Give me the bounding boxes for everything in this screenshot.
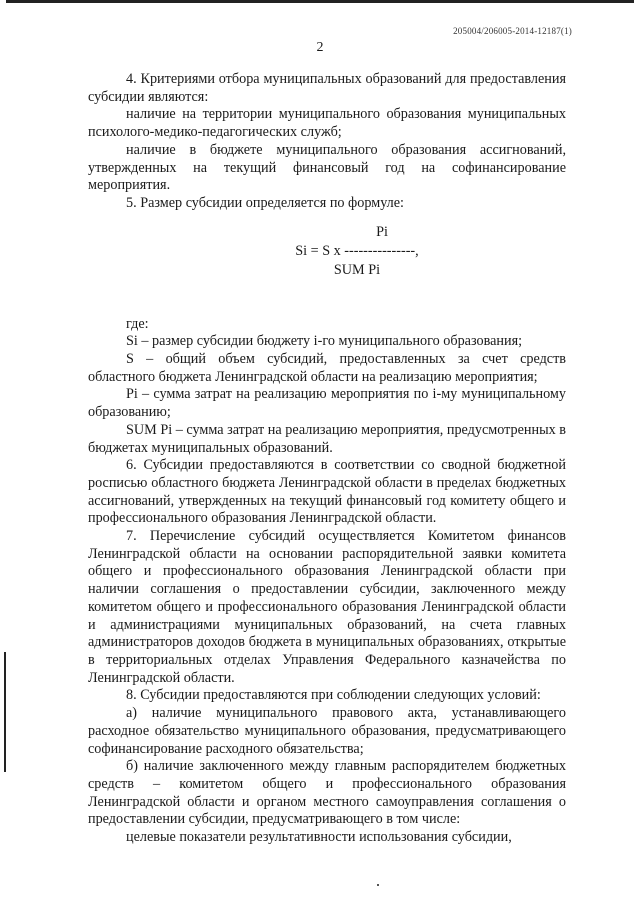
left-margin-mark [4, 652, 6, 772]
definition-si: Si – размер субсидии бюджету i-го муниципального образования; [126, 333, 523, 350]
definition-sum-pi: SUM Pi – сумма затрат на реализацию мероприятия, предусмотренных в бюджетах муниципальных образований. [88, 421, 566, 456]
formula-denominator: SUM Pi [333, 261, 381, 278]
definition-s: S – общий объем субсидий, предоставленных за счет средств областного бюджета Ленинградской области на реализацию мероприятия; [88, 351, 566, 385]
document-body [88, 71, 566, 847]
paragraph-8: 8. Субсидии предоставляются при соблюдении следующих условий: [126, 687, 541, 704]
page-number: 2 [316, 40, 324, 55]
document-id: 205004/206005-2014-12187(1) [453, 26, 572, 36]
where-label: где: [126, 315, 149, 332]
formula-main-line: Si = S x ---------------, [295, 242, 419, 259]
definition-pi: Pi – сумма затрат на реализацию мероприятия по i-му муниципальному образованию; [88, 386, 566, 421]
scan-speck [377, 884, 379, 886]
condition-a: а) наличие муниципального правового акта, устанавливающего расходное обязательство муниципального образования, предусматривающего софинансирование расходного обязательства; [88, 705, 566, 757]
paragraph-7: 7. Перечисление субсидий осуществляется Комитетом финансов Ленинградской области на основании распорядительной заявки комитета общего и профессионального образования Ленинградской области при наличии соглашения о предоставлении субсидии, заключенного между комитетом общего и профессионального образования Ленинградской области и администрациями муниципальных образований, на счета главных администраторов доходов бюджета в муниципальных образованиях, открытые в территориальных отделах Управления Федерального казначейства по Ленинградской области. [88, 528, 566, 686]
condition-b: б) наличие заключенного между главным распорядителем бюджетных средств – комитетом общего и профессионального образования Ленинградской области и органом местного самоуправления соглашения о предоставлении субсидии, предусматривающего в том числе: [88, 758, 566, 828]
top-border-line [6, 0, 634, 3]
paragraph-4: 4. Критериями отбора муниципальных образований для предоставления субсидии являются: [88, 71, 566, 105]
subsidy-formula [118, 223, 596, 280]
paragraph-6: 6. Субсидии предоставляются в соответствии со сводной бюджетной росписью областного бюджета Ленинградской области в пределах бюджетных ассигнований, утвержденных на текущий финансовый год комитету общего и профессионального образования Ленинградской области. [88, 457, 566, 527]
criterion-2: наличие в бюджете муниципального образования ассигнований, утвержденных на текущий финансовый год на софинансирование мероприятия. [88, 141, 566, 194]
criterion-1: наличие на территории муниципального образования муниципальных психолого-медико-педагогических служб; [88, 106, 566, 141]
paragraph-5: 5. Размер субсидии определяется по формуле: [126, 194, 404, 211]
formula-numerator: Pi [376, 223, 388, 240]
target-indicators: целевые показатели результативности использования субсидии, [126, 829, 512, 846]
